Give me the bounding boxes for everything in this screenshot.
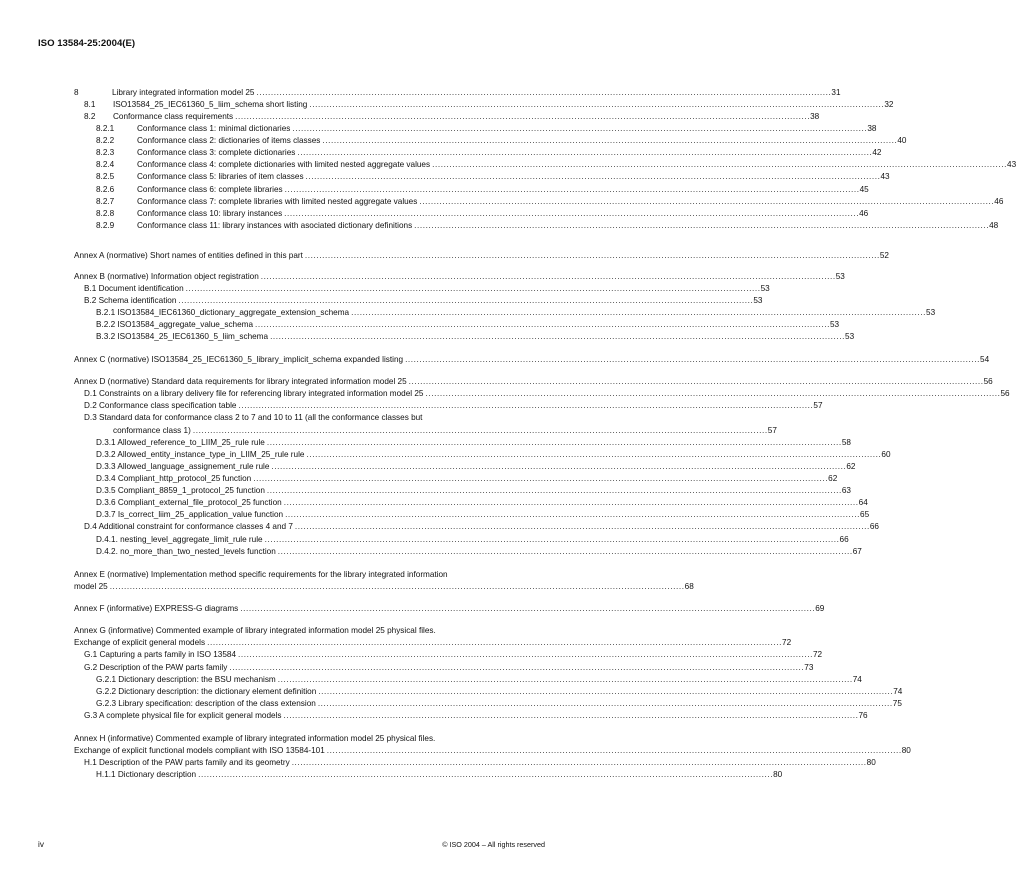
toc-entry-page: 56 — [1000, 389, 1010, 398]
toc-entry-title-continued: Exchange of explicit general models — [74, 638, 206, 647]
toc-entry-number: 8.2.1 — [96, 124, 115, 133]
toc-entry-page: 46 — [859, 209, 869, 218]
toc-entry-title: G.3 A complete physical file for explicit general models — [84, 711, 282, 720]
toc-entry-title: D.3.6 Compliant_external_file_protocol_25 function — [96, 498, 282, 507]
toc-entry[interactable] — [74, 603, 825, 614]
toc-leader-dots: ........................................................................................................................................................................................................ — [408, 377, 984, 386]
toc-entry-title: B.2.2 ISO13584_aggregate_value_schema — [96, 320, 254, 329]
toc-entry[interactable] — [74, 569, 546, 580]
toc-entry[interactable] — [84, 388, 1010, 399]
toc-leader-dots: ........................................................................................................................................................................................................ — [266, 486, 842, 495]
toc-entry-title: H.1 Description of the PAW parts family and its geometry — [84, 758, 290, 767]
toc-entry-number: 8.2.9 — [96, 221, 115, 230]
toc-entry[interactable] — [84, 99, 894, 110]
toc-entry-title: Annex E (normative) Implementation method specific requirements for the library integrated information — [74, 570, 448, 579]
toc-entry-title: Conformance class 11: library instances with asociated dictionary definitions — [137, 221, 413, 230]
toc-entry-number: 8.2.2 — [96, 136, 115, 145]
toc-entry-title: Annex D (normative) Standard data requirements for library integrated information model 25 — [74, 377, 407, 386]
toc-entry[interactable] — [84, 649, 823, 660]
toc-entry-title: Conformance class 10: library instances — [137, 209, 283, 218]
toc-entry-number: 8.2.7 — [96, 197, 115, 206]
toc-entry-title: Conformance class 7: complete libraries with limited nested aggregate values — [137, 197, 418, 206]
footer-copyright: © ISO 2004 – All rights reserved — [442, 840, 545, 849]
toc-entry[interactable] — [96, 307, 936, 318]
toc-entry-number: 8.2 — [84, 112, 96, 121]
toc-entry-page: 57 — [813, 401, 823, 410]
toc-entry-page: 53 — [926, 308, 936, 317]
toc-entry-title: Annex G (informative) Commented example of library integrated information model 25 physical files. — [74, 626, 436, 635]
toc-entry-title: D.3.2 Allowed_entity_instance_type_in_LIIM_25_rule rule — [96, 450, 305, 459]
toc-entry-page: 80 — [773, 770, 783, 779]
toc-entry[interactable] — [96, 159, 1016, 170]
toc-entry[interactable] — [74, 87, 841, 98]
toc-entry-page: 72 — [782, 638, 792, 647]
toc-entry-title: Conformance class 5: libraries of item classes — [137, 172, 304, 181]
toc-leader-dots: ........................................................................................................................................................................................................ — [238, 650, 813, 659]
toc-leader-dots: ........................................................................................................................................................................................................ — [277, 675, 853, 684]
toc-entry[interactable] — [74, 250, 889, 261]
toc-leader-dots: ........................................................................................................................................................................................................ — [277, 547, 853, 556]
toc-entry[interactable] — [96, 135, 907, 146]
toc-entry-title: B.3.2 ISO13584_25_IEC61360_5_liim_schema — [96, 332, 269, 341]
toc-entry[interactable] — [84, 111, 820, 122]
toc-entry-title: D.3.1 Allowed_reference_to_LIIM_25_rule rule — [96, 438, 265, 447]
toc-entry-title: G.2.2 Dictionary description: the dictionary element definition — [96, 687, 317, 696]
toc-entry-title-continued: conformance class 1) — [113, 426, 191, 435]
toc-entry-page: 80 — [866, 758, 876, 767]
toc-entry[interactable] — [74, 625, 546, 636]
toc-leader-dots: ........................................................................................................................................................................................................ — [264, 535, 840, 544]
toc-entry[interactable] — [96, 473, 838, 484]
toc-entry[interactable] — [74, 376, 993, 387]
toc-entry[interactable] — [96, 485, 851, 496]
toc-entry-page: 72 — [812, 650, 823, 659]
toc-entry-number: 8.2.6 — [96, 185, 115, 194]
toc-entry-page: 69 — [815, 604, 825, 613]
toc-entry-title: G.2.3 Library specification: description of the class extension — [96, 699, 316, 708]
toc-entry-page: 52 — [879, 251, 889, 260]
toc-entry-title: Conformance class 2: dictionaries of items classes — [137, 136, 321, 145]
toc-entry-page: 74 — [852, 675, 862, 684]
toc-entry[interactable] — [96, 196, 1004, 207]
toc-entry-title: Conformance class requirements — [113, 112, 234, 121]
toc-entry-number: 8.2.4 — [96, 160, 115, 169]
toc-leader-dots: ........................................................................................................................................................................................................ — [284, 185, 860, 194]
toc-entry-number: 8.2.8 — [96, 209, 115, 218]
toc-entry-page: 80 — [901, 746, 911, 755]
toc-entry[interactable] — [84, 521, 879, 532]
toc-entry-page: 74 — [893, 687, 903, 696]
toc-leader-dots: ........................................................................................................................................................................................................ — [304, 251, 880, 260]
toc-leader-dots: ........................................................................................................................................................................................................ — [266, 438, 842, 447]
toc-entry-page: 56 — [983, 377, 993, 386]
toc-entry[interactable] — [96, 534, 849, 545]
toc-entry[interactable] — [96, 220, 999, 231]
toc-entry-title: Annex F (informative) EXPRESS-G diagrams — [74, 604, 239, 613]
toc-entry[interactable] — [74, 271, 845, 282]
toc-leader-dots: ........................................................................................................................................................................................................ — [270, 332, 846, 341]
toc-leader-dots: ........................................................................................................................................................................................................ — [292, 124, 868, 133]
toc-entry-page: 42 — [872, 148, 882, 157]
toc-entry[interactable] — [74, 581, 694, 592]
toc-entry-page: 64 — [858, 498, 868, 507]
toc-entry-page: 54 — [980, 355, 990, 364]
toc-entry-page: 75 — [892, 699, 902, 708]
toc-entry-page: 67 — [852, 547, 862, 556]
toc-leader-dots: ........................................................................................................................................................................................................ — [255, 320, 830, 329]
toc-entry-title: B.1 Document identification — [84, 284, 184, 293]
toc-leader-dots: ........................................................................................................................................................................................................ — [256, 88, 832, 97]
toc-leader-dots: ........................................................................................................................................................................................................ — [284, 209, 860, 218]
toc-entry-page: 66 — [869, 522, 879, 531]
toc-entry-title: D.3 Standard data for conformance class 2 to 7 and 10 to 11 (all the conformance classes but — [84, 413, 423, 422]
toc-entry-number: 8 — [74, 88, 79, 97]
toc-entry-title: D.1 Constraints on a library delivery file for referencing library integrated information model 25 — [84, 389, 424, 398]
toc-entry[interactable] — [96, 674, 862, 685]
toc-leader-dots: ........................................................................................................................................................................................................ — [283, 498, 859, 507]
toc-leader-dots: ........................................................................................................................................................................................................ — [235, 112, 811, 121]
toc-entry[interactable] — [74, 733, 546, 744]
footer-page-number: iv — [38, 840, 44, 849]
toc-entry-title: Annex B (normative) Information object registration — [74, 272, 259, 281]
toc-entry-page: 38 — [867, 124, 877, 133]
toc-leader-dots: ........................................................................................................................................................................................................ — [109, 582, 685, 591]
toc-entry-page: 53 — [830, 320, 840, 329]
toc-entry-title: D.3.7 Is_correct_liim_25_application_value function — [96, 510, 284, 519]
toc-entry-page: 38 — [810, 112, 820, 121]
toc-entry-page: 57 — [767, 426, 777, 435]
toc-entry[interactable] — [74, 354, 990, 365]
toc-leader-dots: ........................................................................................................................................................................................................ — [419, 197, 995, 206]
toc-entry[interactable] — [74, 745, 911, 756]
toc-leader-dots: ........................................................................................................................................................................................................ — [322, 136, 898, 145]
toc-entry[interactable] — [96, 147, 882, 158]
toc-leader-dots: ........................................................................................................................................................................................................ — [318, 687, 894, 696]
toc-entry[interactable] — [96, 123, 877, 134]
toc-entry-title: B.2 Schema identification — [84, 296, 177, 305]
toc-leader-dots: ........................................................................................................................................................................................................ — [178, 296, 754, 305]
toc-entry-title: Annex C (normative) ISO13584_25_IEC61360_5_library_implicit_schema expanded listing — [74, 355, 404, 364]
toc-entry[interactable] — [96, 769, 783, 780]
toc-entry[interactable] — [84, 757, 876, 768]
toc-entry-title: Library integrated information model 25 — [112, 88, 255, 97]
toc-entry[interactable] — [96, 449, 891, 460]
toc-entry[interactable] — [96, 546, 862, 557]
toc-entry[interactable] — [113, 425, 777, 436]
toc-entry-page: 31 — [831, 88, 841, 97]
toc-entry-title: D.4.1. nesting_level_aggregate_limit_rule rule — [96, 535, 263, 544]
toc-leader-dots: ........................................................................................................................................................................................................ — [291, 758, 867, 767]
toc-entry-number: 8.2.3 — [96, 148, 115, 157]
toc-entry-page: 53 — [753, 296, 763, 305]
toc-entry-title: H.1.1 Dictionary description — [96, 770, 197, 779]
toc-leader-dots: ........................................................................................................................................................................................................ — [309, 100, 885, 109]
toc-entry[interactable] — [96, 497, 868, 508]
toc-leader-dots: ........................................................................................................................................................................................................ — [253, 474, 829, 483]
toc-leader-dots: ........................................................................................................................................................................................................ — [185, 284, 761, 293]
toc-entry[interactable] — [96, 461, 856, 472]
toc-leader-dots: ........................................................................................................................................................................................................ — [192, 426, 768, 435]
toc-entry[interactable] — [96, 319, 840, 330]
toc-entry-title: D.3.3 Allowed_language_assignement_rule rule — [96, 462, 270, 471]
toc-entry-title: D.4.2. no_more_than_two_nested_levels function — [96, 547, 276, 556]
toc-leader-dots: ........................................................................................................................................................................................................ — [238, 401, 814, 410]
toc-leader-dots: ........................................................................................................................................................................................................ — [405, 355, 981, 364]
toc-entry-title: Annex H (informative) Commented example of library integrated information model 25 physical files. — [74, 734, 436, 743]
toc-entry-number: 8.2.5 — [96, 172, 115, 181]
toc-entry-page: 53 — [845, 332, 855, 341]
toc-entry-page: 53 — [835, 272, 845, 281]
toc-entry-page: 62 — [828, 474, 838, 483]
toc-entry-page: 58 — [841, 438, 851, 447]
toc-entry-page: 73 — [804, 663, 814, 672]
toc-entry-title: D.3.5 Compliant_8859_1_protocol_25 function — [96, 486, 265, 495]
toc-entry-title-continued: model 25 — [74, 582, 108, 591]
toc-leader-dots: ........................................................................................................................................................................................................ — [326, 746, 902, 755]
toc-entry-title: G.2 Description of the PAW parts family — [84, 663, 228, 672]
toc-entry[interactable] — [74, 637, 792, 648]
toc-entry[interactable] — [96, 698, 902, 709]
toc-entry-title: G.2.1 Dictionary description: the BSU mechanism — [96, 675, 276, 684]
toc-leader-dots: ........................................................................................................................................................................................................ — [351, 308, 927, 317]
toc-entry-title: Annex A (normative) Short names of entities defined in this part — [74, 251, 303, 260]
toc-entry-page: 32 — [884, 100, 894, 109]
toc-entry[interactable] — [84, 295, 763, 306]
toc-leader-dots: ........................................................................................................................................................................................................ — [425, 389, 1001, 398]
toc-entry[interactable] — [84, 400, 823, 411]
toc-entry-page: 63 — [841, 486, 851, 495]
toc-entry[interactable] — [84, 412, 546, 423]
toc-entry-title: D.2 Conformance class specification table — [84, 401, 237, 410]
toc-entry[interactable] — [96, 208, 869, 219]
toc-entry-title: B.2.1 ISO13584_IEC61360_dictionary_aggregate_extension_schema — [96, 308, 350, 317]
toc-entry-page: 60 — [881, 450, 891, 459]
toc-entry[interactable] — [84, 662, 814, 673]
toc-leader-dots: ........................................................................................................................................................................................................ — [207, 638, 783, 647]
toc-entry-page: 40 — [897, 136, 907, 145]
toc-entry-page: 66 — [839, 535, 849, 544]
toc-entry-title: Conformance class 6: complete libraries — [137, 185, 283, 194]
toc-entry-page: 43 — [880, 172, 890, 181]
toc-entry-page: 53 — [760, 284, 770, 293]
toc-entry-number: 8.1 — [84, 100, 96, 109]
document-header-title: ISO 13584-25:2004(E) — [38, 38, 136, 49]
toc-entry[interactable] — [84, 710, 868, 721]
toc-leader-dots: ........................................................................................................................................................................................................ — [306, 450, 882, 459]
toc-entry-title: Conformance class 4: complete dictionaries with limited nested aggregate values — [137, 160, 431, 169]
toc-leader-dots: ........................................................................................................................................................................................................ — [260, 272, 836, 281]
toc-leader-dots: ........................................................................................................................................................................................................ — [414, 221, 990, 230]
toc-leader-dots: ........................................................................................................................................................................................................ — [305, 172, 881, 181]
toc-entry[interactable] — [96, 686, 903, 697]
toc-entry-title: Conformance class 3: complete dictionaries — [137, 148, 296, 157]
toc-entry-page: 68 — [684, 582, 694, 591]
toc-entry-title: G.1 Capturing a parts family in ISO 13584 — [84, 650, 237, 659]
toc-entry[interactable] — [96, 437, 851, 448]
toc-leader-dots: ........................................................................................................................................................................................................ — [294, 522, 870, 531]
toc-entry-title: ISO13584_25_IEC61360_5_liim_schema short listing — [113, 100, 308, 109]
toc-entry[interactable] — [96, 331, 855, 342]
toc-entry-page: 43 — [1007, 160, 1016, 169]
toc-leader-dots: ........................................................................................................................................................................................................ — [271, 462, 847, 471]
toc-entry-title-continued: Exchange of explicit functional models compliant with ISO 13584-101 — [74, 746, 325, 755]
toc-entry[interactable] — [96, 171, 890, 182]
toc-leader-dots: ........................................................................................................................................................................................................ — [432, 160, 1008, 169]
toc-leader-dots: ........................................................................................................................................................................................................ — [229, 663, 805, 672]
toc-entry-page: 76 — [858, 711, 868, 720]
toc-leader-dots: ........................................................................................................................................................................................................ — [297, 148, 873, 157]
toc-entry[interactable] — [96, 184, 869, 195]
toc-entry-title: D.3.4 Compliant_http_protocol_25 function — [96, 474, 252, 483]
toc-entry-page: 45 — [859, 185, 869, 194]
toc-leader-dots: ........................................................................................................................................................................................................ — [283, 711, 859, 720]
toc-entry-page: 48 — [989, 221, 999, 230]
toc-entry-title: D.4 Additional constraint for conformance classes 4 and 7 — [84, 522, 293, 531]
toc-entry-page: 62 — [846, 462, 856, 471]
toc-entry[interactable] — [96, 509, 870, 520]
toc-leader-dots: ........................................................................................................................................................................................................ — [317, 699, 893, 708]
toc-leader-dots: ........................................................................................................................................................................................................ — [198, 770, 774, 779]
toc-entry-title: Conformance class 1: minimal dictionaries — [137, 124, 291, 133]
toc-entry-page: 65 — [860, 510, 870, 519]
toc-leader-dots: ........................................................................................................................................................................................................ — [240, 604, 816, 613]
toc-leader-dots: ........................................................................................................................................................................................................ — [285, 510, 861, 519]
toc-entry-page: 46 — [994, 197, 1004, 206]
toc-entry[interactable] — [84, 283, 770, 294]
